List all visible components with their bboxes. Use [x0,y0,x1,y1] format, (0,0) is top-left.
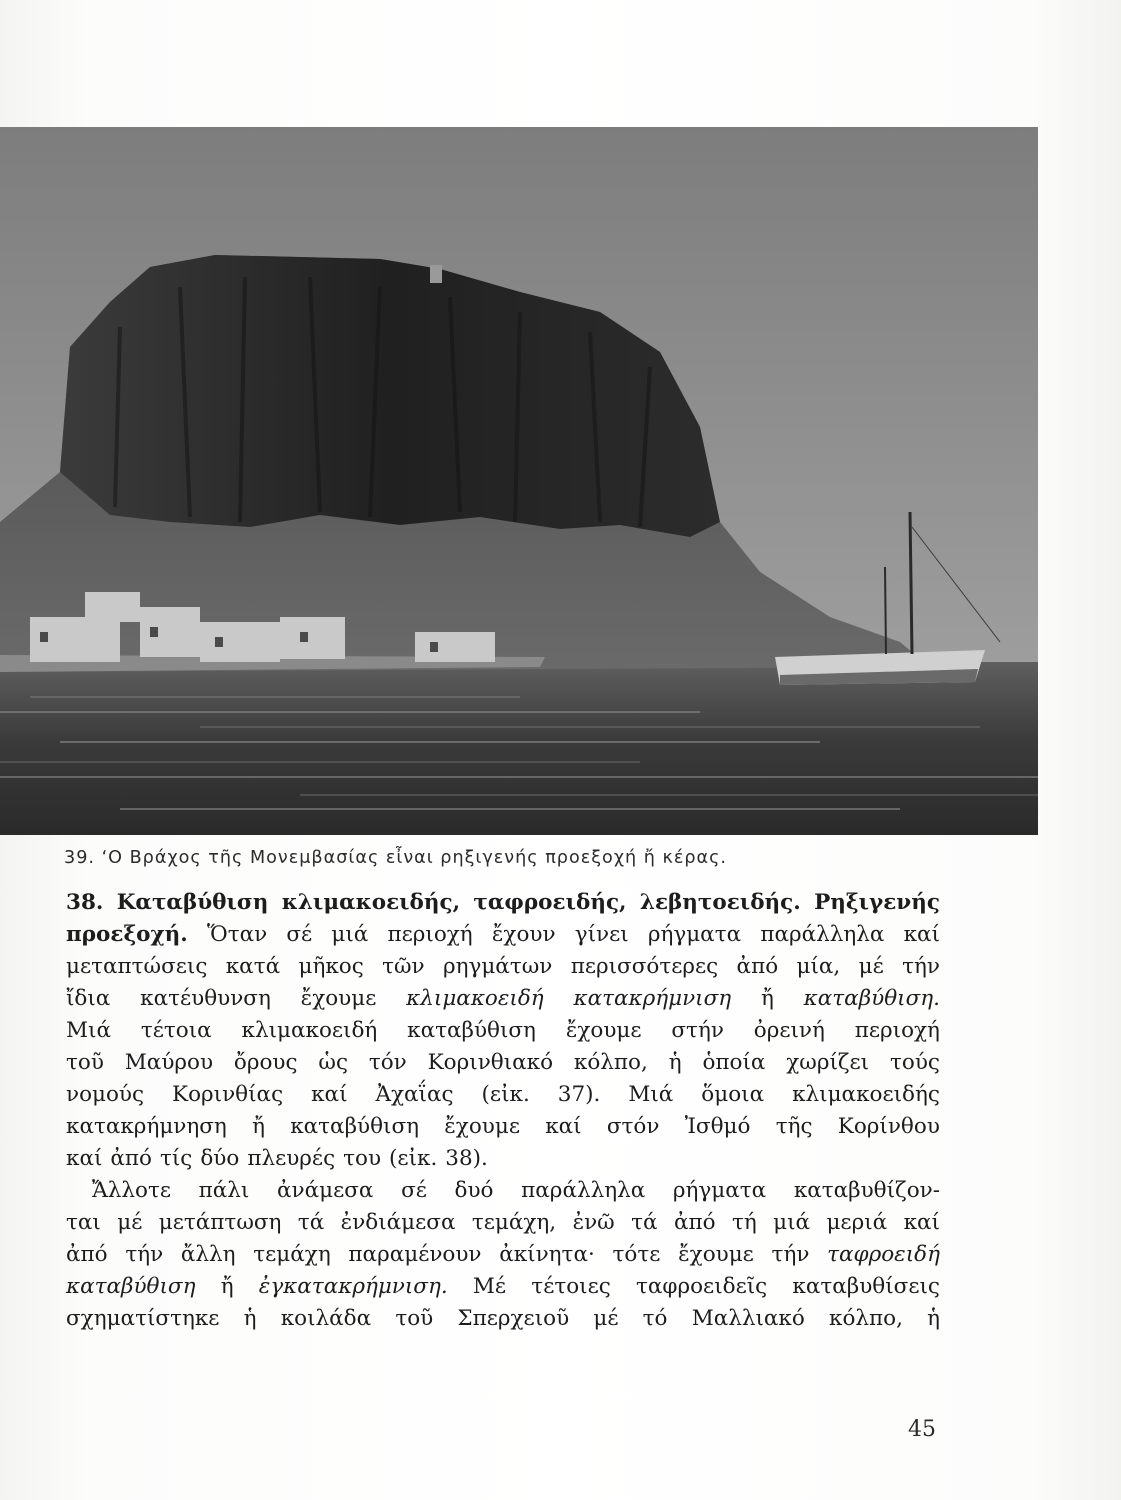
word: τήν [771,1242,810,1267]
word: κατά [225,954,281,979]
word: ρηγμάτων [442,954,553,979]
word: τό [642,1306,668,1331]
word: καί [545,1114,582,1139]
word: σχηματίστηκε [66,1306,220,1331]
figure-caption: 39. ‘Ο Βράχος τῆς Μονεμβασίας εἶναι ρηξιγενής προεξοχή ἤ κέρας. [64,848,728,868]
word: Ρηξιγενής [814,890,940,915]
text-line [66,1271,940,1303]
word: μέ [117,1210,143,1235]
word: Μιά [628,1082,674,1107]
word: καί [311,1082,348,1107]
word: ἤ [252,1114,265,1139]
word: ἔχουμε [678,1242,754,1267]
word: σέ [286,922,313,947]
word: ἡ [668,1050,682,1075]
text-line [66,887,940,919]
text-line [66,1047,940,1079]
word: τέτοιες [531,1274,611,1299]
word: καταβυθίσεις [792,1274,940,1299]
word: ὅμοια [701,1082,765,1107]
word: ται [66,1210,101,1235]
word: τέτοια [140,1018,212,1043]
word: καί [903,1210,940,1235]
word: ἀπό [66,1242,108,1267]
word: μιά [331,922,369,947]
word: κλιμακοειδή [241,1018,378,1043]
word: λεβητοειδής. [639,890,801,915]
word: ἴδια [66,986,111,1011]
word: (εἰκ. [481,1082,530,1107]
word: μία, [796,954,841,979]
word: τήν [125,1242,164,1267]
word: Κορινθιακό [427,1050,554,1075]
word: παράλληλα [760,922,885,947]
text-line [66,1111,940,1143]
word: κλιμακοειδή [406,986,544,1011]
word: τοῦ [395,1306,434,1331]
word: νομούς [66,1082,145,1107]
word: τά [631,1210,658,1235]
word: ταφροειδή [827,1242,940,1267]
body-text [66,887,940,1335]
word: γίνει [574,922,629,947]
word: ρήγματα [647,922,742,947]
word: ἔχουν [491,922,556,947]
word: 37). [557,1082,601,1107]
word: περιοχή [854,1018,940,1043]
word: Μαλλιακό [691,1306,805,1331]
word: μῆκος [298,954,364,979]
word: προεξοχή. [66,922,188,947]
word: πλευρές [247,1146,336,1171]
monemvasia-rock-photo [0,127,1038,835]
word: ἔχουμε [565,1018,642,1043]
word: μέ [858,954,884,979]
word: παράλληλα [521,1178,646,1203]
text-line [66,1079,940,1111]
word: τίς [159,1146,193,1171]
word: Ἰσθμό [684,1114,751,1139]
word: ἀνάμεσα [277,1178,374,1203]
word: ἡ [927,1306,940,1331]
word: καταβύθιση [290,1114,420,1139]
word: παραμένουν [348,1242,482,1267]
word: Μαύρου [124,1050,214,1075]
word: μιά [773,1210,811,1235]
word: καταβύθιση. [803,986,940,1011]
word: μέ [593,1306,619,1331]
word: καταβυθίζον- [793,1178,940,1203]
word: καί [903,922,940,947]
word: κλιμακοειδής, [281,890,461,915]
word: ἐνδιάμεσα [340,1210,456,1235]
word: ἡ [243,1306,257,1331]
word: ἤ [760,986,774,1011]
word: καί [66,1146,103,1171]
word: καταβύθιση [66,1274,196,1299]
page-number: 45 [908,1417,936,1442]
word: τῶν [382,954,425,979]
word: κλιμακοειδής [792,1082,940,1107]
word: (εἰκ. [389,1146,438,1171]
word: χωρίζει [786,1050,870,1075]
word: ἤ [220,1274,234,1299]
word: τά [297,1210,325,1235]
word: ἀπό [673,1210,716,1235]
text-line [66,1143,940,1175]
word: Σπερχειοῦ [457,1306,570,1331]
word: μεταπτώσεις [66,954,208,979]
word: δυό [454,1178,494,1203]
word: κατακρήμνιση [573,986,732,1011]
text-line [66,1239,940,1271]
word: ρήγματα [672,1178,767,1203]
word: κόλπο, [573,1050,648,1075]
word: ἀπό [736,954,779,979]
word: κατακρήμνηση [66,1114,227,1139]
text-line [66,1207,940,1239]
word: καταβύθιση [407,1018,536,1043]
word: περιοχή [387,922,473,947]
word: ἀκίνητα· [499,1242,595,1267]
word: του [343,1146,382,1171]
word: ταφροειδής, [473,890,627,915]
word: πάλι [198,1178,250,1203]
text-line [66,951,940,983]
word: μετάπτωση [158,1210,282,1235]
word: 38). [445,1146,488,1171]
word: στήν [671,1018,724,1043]
word: ὁποία [702,1050,766,1075]
word: ἀπό [110,1146,152,1171]
word: τήν [902,954,940,979]
word: Ἀχαΐας [375,1082,454,1107]
word: ἔχουμε [300,986,377,1011]
word: κόλπο, [829,1306,903,1331]
word: μεριά [826,1210,888,1235]
word: Μιά [66,1018,111,1043]
word: περισσότερες [570,954,719,979]
word: ὄρους [233,1050,298,1075]
word: Καταβύθιση [116,890,269,915]
word: σέ [401,1178,427,1203]
word: Ἄλλοτε [92,1178,172,1203]
word: ὀρεινή [753,1018,825,1043]
word: στόν [606,1114,660,1139]
word: κατέυθυνση [140,986,271,1011]
word: τῆς [775,1114,813,1139]
word: Μέ [472,1274,507,1299]
word: 38. [66,890,104,915]
word: ἐγκατακρήμνιση. [258,1274,448,1299]
text-line [66,983,940,1015]
word: ἄλλη [180,1242,236,1267]
word: Κορίνθου [837,1114,940,1139]
word: Κορινθίας [172,1082,284,1107]
word: δύο [200,1146,240,1171]
word: τότε [612,1242,661,1267]
word: τούς [889,1050,940,1075]
word: ταφροειδεῖς [636,1274,768,1299]
text-line [66,1015,940,1047]
word: τεμάχη, [471,1210,557,1235]
word: κοιλάδα [280,1306,372,1331]
word: τεμάχη [253,1242,331,1267]
word: ἐνῶ [572,1210,615,1235]
word: Ὅταν [206,922,268,947]
text-line [66,919,940,951]
word: τοῦ [66,1050,104,1075]
word: τή [731,1210,757,1235]
text-line [66,1303,940,1335]
word: τόν [368,1050,407,1075]
text-line [66,1175,940,1207]
word: ὡς [318,1050,348,1075]
word: ἔχουμε [444,1114,520,1139]
